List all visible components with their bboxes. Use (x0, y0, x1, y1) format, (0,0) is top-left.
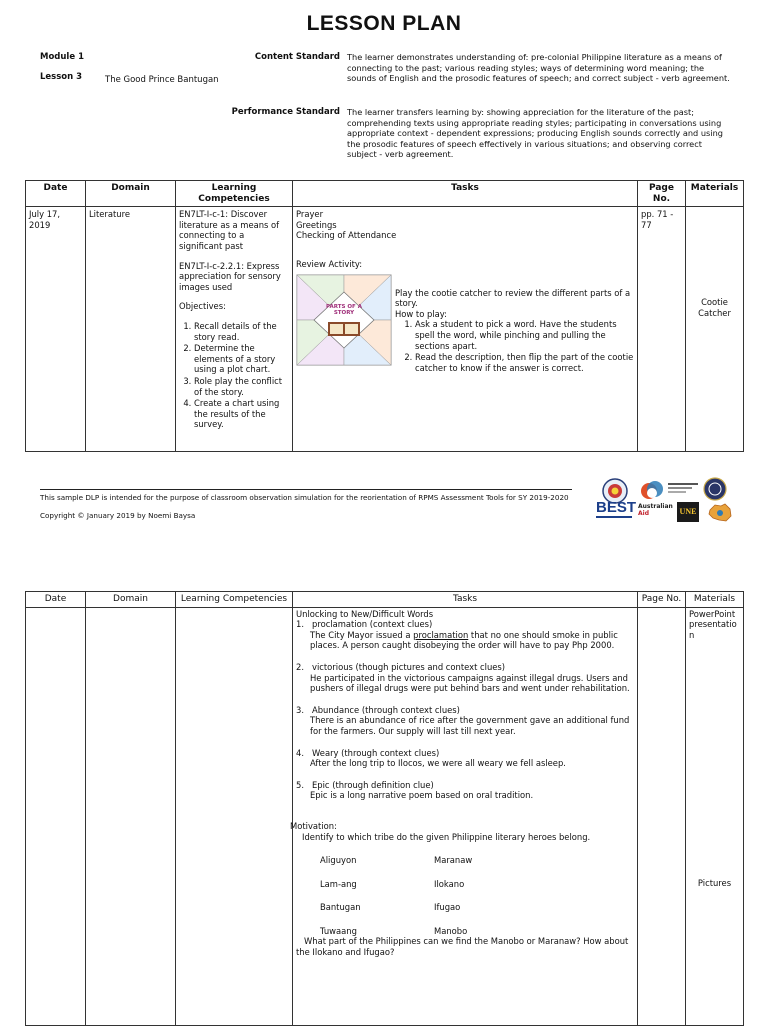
competency-text: EN7LT-I-c-1: Discover literature as a means of connecting to a significant past (179, 209, 280, 251)
vocab-word: Weary (through context clues) (312, 747, 440, 758)
module-label: Module 1 (40, 52, 84, 62)
vocab-item: 1. proclamation (context clues) The City Mayor issued a proclamation that no one should smoke in public places. A person caught disobeying the order will have to pay Php 2000. (296, 619, 618, 651)
list-item: 2. Read the description, then flip the part of the cootie catcher to know if the answer is correct. (415, 352, 634, 373)
best-logo: BEST (596, 499, 637, 516)
materials-cell (686, 607, 744, 1025)
content-standard-text: The learner demonstrates understanding of: pre-colonial Philippine literature as a means of connecting to the past; various reading styles; ways of determining word meaning; the sounds of English and the prosodic features of speech; and correct subject - verb agreement. (347, 52, 730, 84)
hero-pair: Lam-ang Ilokano (320, 878, 465, 889)
list-item: 4. Create a chart using the results of the survey. (194, 398, 289, 430)
col-header-materials: Materials (686, 592, 744, 608)
date-cell (26, 607, 86, 1025)
footer-note: This sample DLP is intended for the purpose of classroom observation simulation for the reorientation of RPMS Assessment Tools for SY 2019-2020 (40, 493, 569, 502)
une-logo: UNE (677, 502, 699, 522)
col-header-date: Date (26, 592, 86, 608)
col-header-materials: Materials (686, 181, 744, 207)
motivation-text: Identify to which tribe do the given Philippine literary heroes belong. (302, 831, 591, 842)
col-header-domain: Domain (86, 592, 176, 608)
table-header-row (26, 592, 744, 608)
col-header-competencies: Learning Competencies (176, 181, 293, 207)
how-to-play-label: How to play: (395, 308, 447, 319)
question-text: What part of the Philippines can we find the Manobo or Maranaw? How about the Ilokano and Ifugao? (296, 936, 629, 958)
lesson-table-2 (25, 591, 744, 1026)
hero-pair: Tuwaang Manobo (320, 925, 468, 936)
lesson-title: The Good Prince Bantugan (105, 75, 219, 85)
page-title: LESSON PLAN (306, 12, 462, 35)
vocab-word: Abundance (through context clues) (312, 704, 460, 715)
task-line: Greetings (296, 219, 337, 230)
table-row (26, 607, 744, 1025)
university-seal-logo (703, 477, 727, 505)
task-line: Prayer (296, 209, 324, 220)
task-line: Checking of Attendance (296, 230, 397, 241)
col-header-tasks: Tasks (293, 592, 638, 608)
performance-standard-text: The learner transfers learning by: showing appreciation for the literature of the past; comprehending texts using appropriate reading styles; participating in conversations using appropriate context - dependent expressions; producing English sounds correctly and using the prosodic features of speech effectively in various situations; and observing correct subject - verb agreement. (347, 107, 723, 160)
performance-standard-label: Performance Standard (231, 107, 340, 117)
motivation-label: Motivation: (290, 820, 337, 831)
vocab-item: 2. victorious (though pictures and context clues) He participated in the victorious campaigns against illegal drugs. Users and pushers of illegal drugs were put behind bars and went under rehabilitation. (296, 661, 630, 694)
review-label: Review Activity: (296, 258, 363, 269)
page-cell: pp. 71 - 77 (638, 207, 686, 452)
competency-text: EN7LT-I-c-2.2.1: Express appreciation for sensory images used (179, 260, 281, 292)
list-item: 1. Recall details of the story read. (194, 321, 289, 342)
partner-text-logo (668, 483, 698, 495)
list-item: 3. Role play the conflict of the story. (194, 376, 289, 397)
vocab-word: proclamation (context clues) (312, 619, 433, 630)
table-header-row (26, 181, 744, 207)
domain-cell (86, 607, 176, 1025)
col-header-date: Date (26, 181, 86, 207)
objectives-label: Objectives: (179, 301, 226, 312)
steps-list (395, 319, 634, 373)
materials-text: Pictures (697, 878, 732, 889)
col-header-domain: Domain (86, 181, 176, 207)
list-item: 1. Ask a student to pick a word. Have the students spell the word, while pinching and pulling the sections apart. (415, 319, 634, 351)
hero-pair: Bantugan Ifugao (320, 902, 461, 913)
vocab-word: Epic (through definition clue) (312, 779, 434, 790)
footer-divider (40, 489, 572, 490)
date-cell: July 17, 2019 (26, 207, 86, 452)
page-cell (638, 607, 686, 1025)
col-header-competencies: Learning Competencies (176, 592, 293, 608)
cootie-catcher-image (296, 274, 392, 366)
table-row (26, 207, 744, 452)
tasks-cell (293, 207, 638, 452)
hero-pair: Aliguyon Maranaw (320, 855, 473, 866)
col-header-tasks: Tasks (293, 181, 638, 207)
materials-text: PowerPoint presentation (689, 608, 737, 640)
lesson-label: Lesson 3 (40, 72, 83, 82)
review-text: Play the cootie catcher to review the different parts of a story. (395, 287, 631, 309)
cootie-catcher-label: PARTS OF A STORY (325, 303, 362, 316)
lesson-table-1 (25, 180, 744, 452)
vocab-word: victorious (though pictures and context clues) (312, 661, 506, 672)
col-header-page: Page No. (638, 592, 686, 608)
competencies-cell (176, 207, 293, 452)
materials-text: Cootie Catcher (698, 297, 731, 318)
australian-aid-logo: Australian Aid (638, 503, 673, 517)
col-header-page: Page No. (638, 181, 686, 207)
materials-cell (686, 207, 744, 452)
australia-map-logo (707, 502, 733, 528)
vocab-item: 5. Epic (through definition clue) Epic is a long narrative poem based on oral tradition. (296, 779, 534, 801)
unlocking-label: Unlocking to New/Difficult Words (296, 608, 434, 619)
footer-copyright: Copyright © January 2019 by Noemi Baysa (40, 511, 196, 520)
vocab-item: 3. Abundance (through context clues) There is an abundance of rice after the government gave an additional fund for the farmers. Our supply will last till next year. (296, 704, 630, 736)
tasks-cell (290, 607, 638, 1025)
vocab-item: 4. Weary (through context clues) After the long trip to Ilocos, we were all weary we fell asleep. (296, 747, 566, 769)
domain-cell: Literature (86, 207, 176, 452)
content-standard-label: Content Standard (254, 52, 340, 62)
competencies-cell (176, 607, 293, 1025)
partner-logo (640, 478, 666, 506)
list-item: 2. Determine the elements of a story using a plot chart. (194, 343, 289, 375)
objectives-list (179, 321, 289, 430)
